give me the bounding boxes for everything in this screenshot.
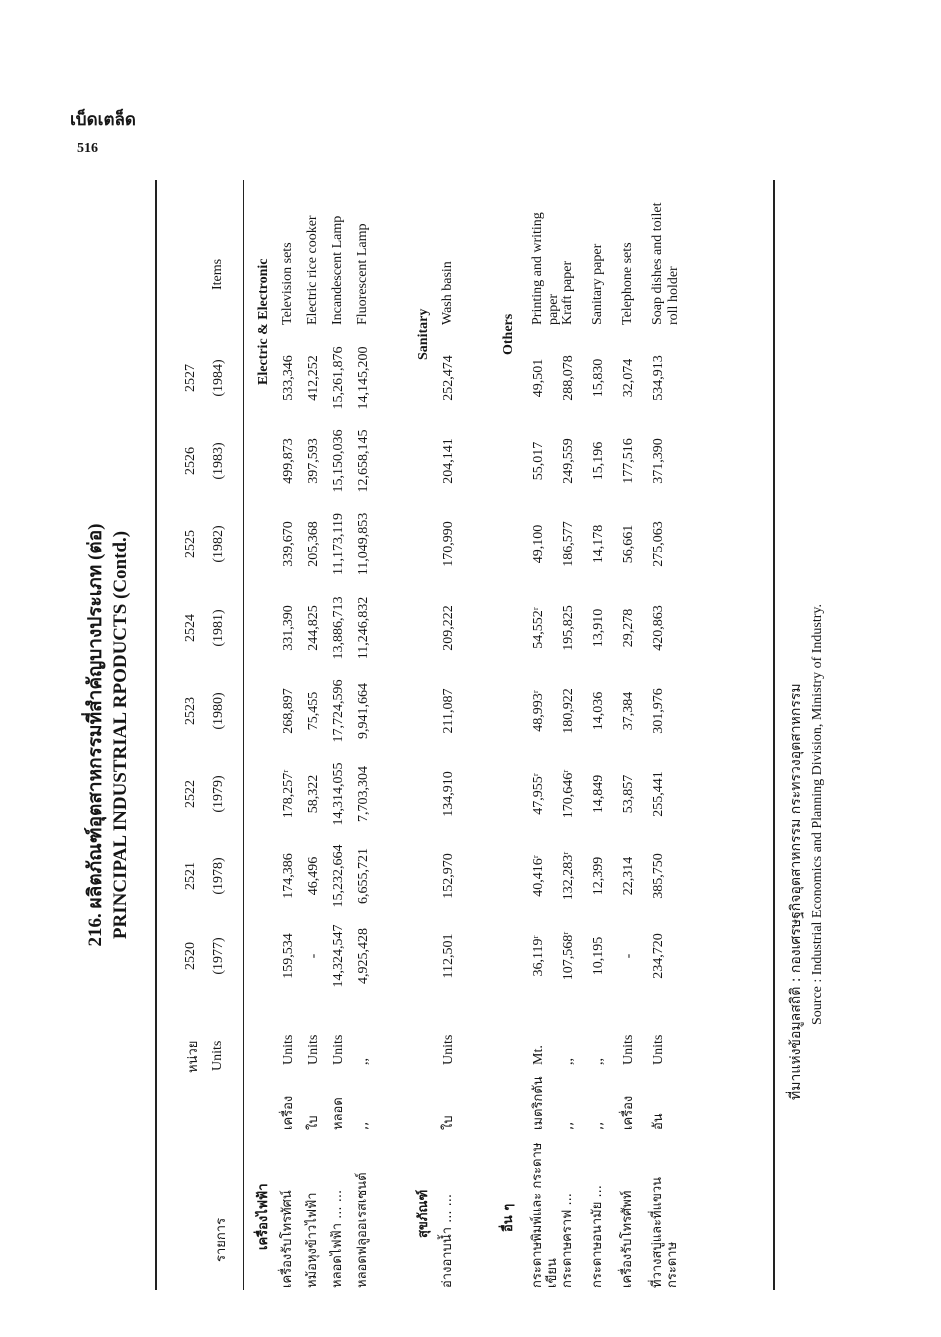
- row-value-cell: 412,252: [306, 355, 321, 401]
- row-unit-thai: เครื่อง: [281, 1095, 296, 1130]
- row-item-thai: หลอดไฟฟ้า ... ...: [330, 1189, 345, 1288]
- row-value-cell: 209,222: [441, 605, 456, 651]
- row-item-english: Kraft paper: [560, 260, 575, 325]
- row-item-english: Television sets: [280, 242, 295, 325]
- row-value-cell: 534,913: [651, 355, 666, 401]
- year-header-english: (1982): [211, 525, 226, 563]
- row-value-cell: 12,658,145: [356, 429, 371, 493]
- row-value-cell: 49,100: [531, 524, 546, 564]
- row-value-cell: 152,970: [441, 853, 456, 899]
- row-value-cell: 13,910: [591, 608, 606, 648]
- row-value-cell: 4,925,428: [356, 928, 371, 984]
- row-value-cell: 29,278: [621, 608, 636, 648]
- row-value-cell: 249,559: [561, 438, 576, 484]
- year-header-thai: 2522: [183, 780, 198, 808]
- row-unit-english: Units: [281, 1034, 296, 1065]
- row-value-cell: 6,655,721: [356, 848, 371, 904]
- row-unit-thai: ,,: [561, 1121, 576, 1130]
- table-title-english: PRINCIPAL INDUSTRIAL RPODUCTS (Contd.): [110, 530, 131, 940]
- row-value-cell: 15,232,664: [331, 844, 346, 908]
- row-value-cell: 13,886,713: [331, 596, 346, 660]
- row-value-cell: 195,825: [561, 605, 576, 651]
- row-value-cell: 170,990: [441, 521, 456, 567]
- row-value-cell: 15,830: [591, 358, 606, 398]
- row-item-thai: หลอดฟลูออเรสเซนต์: [355, 1172, 370, 1288]
- year-header-english: (1977): [211, 937, 226, 975]
- row-value-cell: 268,897: [281, 688, 296, 734]
- row-value-cell: 301,976: [651, 688, 666, 734]
- row-unit-thai: หลอด: [331, 1097, 346, 1130]
- row-unit-english: Mt.: [531, 1045, 546, 1065]
- row-value-cell: 244,825: [306, 605, 321, 651]
- row-item-thai: ที่วางสบู่และที่แขวน กระดาษ: [650, 1176, 680, 1288]
- row-value-cell: 255,441: [651, 771, 666, 817]
- row-value-cell: 211,087: [441, 688, 456, 734]
- row-value-cell: 204,141: [441, 438, 456, 484]
- year-header-thai: 2526: [183, 447, 198, 475]
- row-value-cell: 11,049,853: [356, 512, 371, 576]
- row-value-cell: 14,849: [591, 774, 606, 814]
- row-item-thai: เครื่องรับโทรศัพท์: [620, 1190, 635, 1288]
- row-item-english: Printing and writing paper: [530, 212, 561, 325]
- row-value-cell: 46,496: [306, 856, 321, 896]
- row-value-cell: 15,196: [591, 441, 606, 481]
- top-rule: [155, 180, 157, 1290]
- year-header-english: (1981): [211, 609, 226, 647]
- row-item-english: Sanitary paper: [590, 243, 605, 325]
- group-sanitary-thai: สุขภัณฑ์: [416, 1189, 431, 1238]
- row-item-english: Fluorescent Lamp: [355, 223, 370, 325]
- year-header-thai: 2527: [183, 364, 198, 392]
- row-unit-english: Units: [331, 1034, 346, 1065]
- header-rule: [243, 180, 244, 1290]
- row-value-cell: 159,534: [281, 933, 296, 979]
- row-item-thai: กระดาษพิมพ์และ กระดาษเขียน: [530, 1142, 560, 1288]
- page-number: 516: [77, 141, 98, 156]
- row-value-cell: 7,703,304: [356, 766, 371, 822]
- row-value-cell: 47,955ʳ: [531, 773, 546, 815]
- group-electric-english: Electric & Electronic: [256, 258, 271, 385]
- group-electric-thai: เครื่องไฟฟ้า: [256, 1183, 271, 1250]
- row-value-cell: 14,145,200: [356, 346, 371, 410]
- row-value-cell: 40,416ʳ: [531, 855, 546, 897]
- row-value-cell: 15,261,876: [331, 346, 346, 410]
- row-value-cell: -: [621, 953, 636, 959]
- row-value-cell: 134,910: [441, 771, 456, 817]
- row-item-thai: กระดาษคราฟ ...: [560, 1193, 575, 1288]
- header-unit-thai: หน่วย: [186, 1040, 201, 1073]
- year-header-english: (1983): [211, 442, 226, 480]
- row-unit-english: Units: [621, 1034, 636, 1065]
- year-header-thai: 2525: [183, 530, 198, 558]
- row-value-cell: 37,384: [621, 691, 636, 731]
- row-value-cell: 385,750: [651, 853, 666, 899]
- row-value-cell: 339,670: [281, 521, 296, 567]
- row-unit-thai: ใบ: [306, 1115, 321, 1130]
- source-note-english: Source : Industrial Economics and Planning Division, Ministry of Industry.: [810, 604, 825, 1025]
- group-sanitary-english: Sanitary: [416, 308, 431, 360]
- row-value-cell: 14,314,055: [331, 762, 346, 826]
- row-unit-english: Units: [306, 1034, 321, 1065]
- row-value-cell: 112,501: [441, 933, 456, 979]
- row-unit-thai: ,,: [356, 1121, 371, 1130]
- row-value-cell: 499,873: [281, 438, 296, 484]
- row-item-english: Incandescent Lamp: [330, 215, 345, 325]
- row-value-cell: 533,346: [281, 355, 296, 401]
- row-value-cell: 56,661: [621, 524, 636, 564]
- row-value-cell: 288,078: [561, 355, 576, 401]
- row-value-cell: 170,646ʳ: [561, 769, 576, 819]
- source-note-thai: ที่มาแห่งข้อมูลสถิติ : กองเศรษฐกิจอุตสาหกรรม กระทรวงอุตสาหกรรม: [788, 683, 804, 1100]
- row-value-cell: 397,593: [306, 438, 321, 484]
- row-unit-english: ,,: [591, 1058, 606, 1065]
- row-value-cell: 17,724,596: [331, 679, 346, 743]
- row-value-cell: 177,516: [621, 438, 636, 484]
- row-value-cell: 178,257ʳ: [281, 769, 296, 819]
- row-item-english: Soap dishes and toilet roll holder: [650, 202, 681, 325]
- row-value-cell: 55,017: [531, 441, 546, 481]
- row-value-cell: 9,941,664: [356, 683, 371, 739]
- year-header-thai: 2520: [183, 942, 198, 970]
- year-header-thai: 2523: [183, 697, 198, 725]
- year-header-english: (1980): [211, 692, 226, 730]
- row-value-cell: 14,178: [591, 524, 606, 564]
- row-value-cell: 234,720: [651, 933, 666, 979]
- row-unit-thai: ใบ: [441, 1115, 456, 1130]
- row-value-cell: 205,368: [306, 521, 321, 567]
- row-unit-english: ,,: [561, 1058, 576, 1065]
- group-others-english: Others: [501, 313, 516, 355]
- row-unit-english: Units: [441, 1034, 456, 1065]
- bottom-rule: [773, 180, 775, 1290]
- header-items-thai: รายการ: [214, 1217, 229, 1262]
- row-value-cell: 75,455: [306, 691, 321, 731]
- row-item-english: Wash basin: [440, 261, 455, 325]
- row-value-cell: 420,863: [651, 605, 666, 651]
- row-item-thai: หม้อหุงข้าวไฟฟ้า: [305, 1192, 320, 1288]
- row-value-cell: 36,119ʳ: [531, 935, 546, 977]
- table-title-thai: 216. ผลิตภัณฑ์อุตสาหกรรมที่สำคัญบางประเภท (ต่อ): [85, 523, 106, 947]
- row-unit-thai: ,,: [591, 1121, 606, 1130]
- year-header-thai: 2521: [183, 862, 198, 890]
- row-item-thai: อ่างอาบน้ำ ... ...: [440, 1193, 455, 1288]
- row-value-cell: 10,195: [591, 936, 606, 976]
- row-value-cell: -: [306, 953, 321, 959]
- year-header-english: (1978): [211, 857, 226, 895]
- row-value-cell: 58,322: [306, 774, 321, 814]
- row-value-cell: 174,386: [281, 853, 296, 899]
- row-value-cell: 252,474: [441, 355, 456, 401]
- row-value-cell: 14,036: [591, 691, 606, 731]
- row-item-english: Telephone sets: [620, 242, 635, 325]
- row-value-cell: 132,283ʳ: [561, 851, 576, 901]
- row-unit-english: ,,: [356, 1058, 371, 1065]
- row-unit-thai: อัน: [651, 1113, 666, 1130]
- row-unit-thai: เครื่อง: [621, 1095, 636, 1130]
- row-item-english: Electric rice cooker: [305, 215, 320, 325]
- year-header-english: (1984): [211, 359, 226, 397]
- row-value-cell: 186,577: [561, 521, 576, 567]
- header-unit-english: Units: [210, 1040, 225, 1071]
- row-value-cell: 49,501: [531, 358, 546, 398]
- row-item-thai: กระดาษอนามัย ...: [590, 1185, 605, 1288]
- row-value-cell: 371,390: [651, 438, 666, 484]
- year-header-thai: 2524: [183, 614, 198, 642]
- row-unit-english: Units: [651, 1034, 666, 1065]
- row-value-cell: 54,552ʳ: [531, 607, 546, 649]
- row-value-cell: 107,568ʳ: [561, 931, 576, 981]
- row-value-cell: 32,074: [621, 358, 636, 398]
- row-value-cell: 11,246,832: [356, 596, 371, 660]
- row-value-cell: 53,857: [621, 774, 636, 814]
- row-value-cell: 180,922: [561, 688, 576, 734]
- page-header-title: เบ็ดเตล็ด: [70, 110, 136, 129]
- row-value-cell: 48,993ʳ: [531, 690, 546, 732]
- row-value-cell: 14,324,547: [331, 924, 346, 988]
- group-others-thai: อื่น ๆ: [501, 1203, 516, 1232]
- row-value-cell: 22,314: [621, 856, 636, 896]
- row-value-cell: 331,390: [281, 605, 296, 651]
- year-header-english: (1979): [211, 775, 226, 813]
- row-value-cell: 11,173,119: [331, 513, 346, 575]
- rotated-table-page: [70, 180, 870, 1290]
- row-value-cell: 12,399: [591, 856, 606, 896]
- row-value-cell: 15,150,036: [331, 429, 346, 493]
- row-value-cell: 275,063: [651, 521, 666, 567]
- header-items-english: Items: [210, 258, 225, 290]
- row-unit-thai: เมตริกตัน: [531, 1076, 546, 1130]
- row-item-thai: เครื่องรับโทรทัศน์: [280, 1190, 295, 1288]
